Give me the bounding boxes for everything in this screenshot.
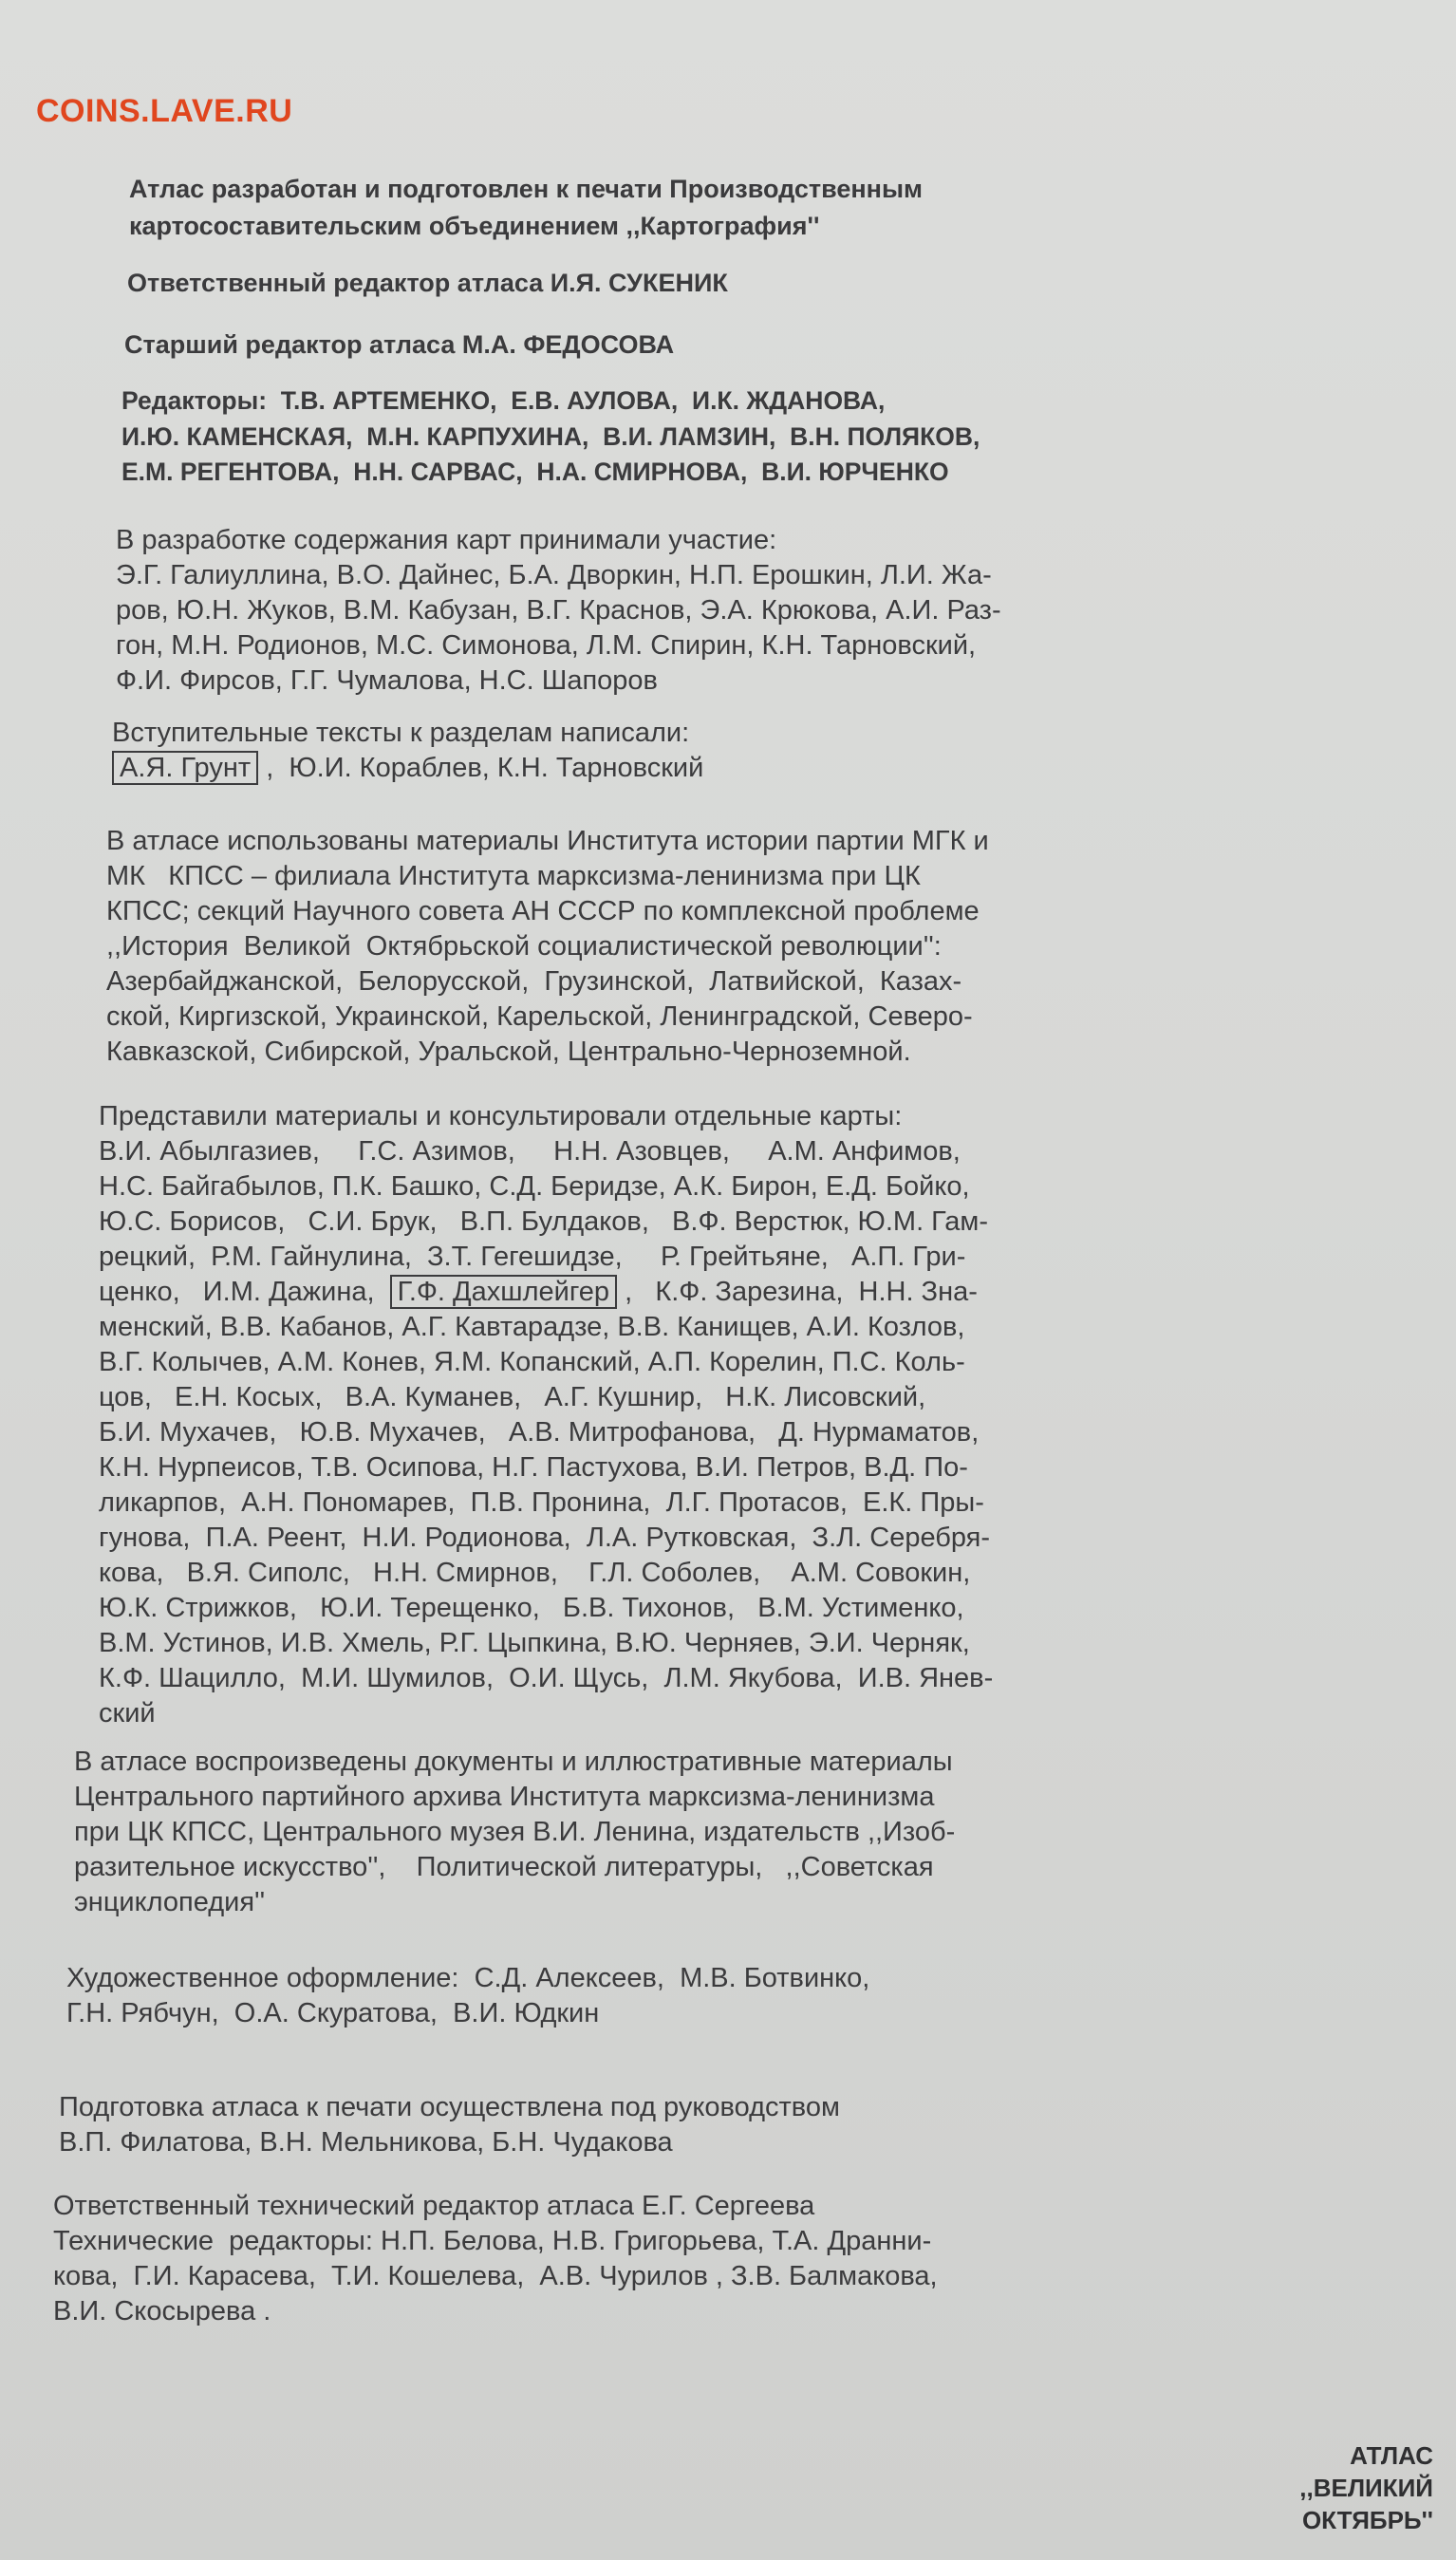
technical-line: В.И. Скосырева . — [53, 2296, 271, 2326]
print-prep-line: В.П. Филатова, В.Н. Мельникова, Б.Н. Чудакова — [59, 2127, 673, 2158]
atlas-title-line: АТЛАС — [1350, 2441, 1433, 2470]
art-design — [66, 1965, 869, 2035]
chief-editor: Ответственный редактор атласа И.Я. СУКЕНИК — [127, 269, 728, 297]
intro-texts-heading: Вступительные тексты к разделам написали: — [112, 718, 690, 748]
atlas-title-line: ,,ВЕЛИКИЙ — [1299, 2474, 1433, 2502]
documents-line: В атласе воспроизведены документы и иллюстративные материалы — [74, 1747, 953, 1777]
documents-paragraph — [74, 1748, 955, 1924]
materials-paragraph — [106, 828, 989, 1074]
consultants-suffix: , К.Ф. Зарезина, Н.Н. Зна- — [617, 1277, 978, 1307]
boxed-consultant: Г.Ф. Дахшлейгер — [390, 1275, 617, 1309]
art-design-line: Г.Н. Рябчун, О.А. Скуратова, В.И. Юдкин — [66, 1998, 600, 2028]
content-developers-line: гон, М.Н. Родионов, М.С. Симонова, Л.М. Спирин, К.Н. Тарновский, — [116, 630, 977, 661]
senior-editor: Старший редактор атласа М.А. ФЕДОСОВА — [124, 330, 675, 359]
consultants-line: ский — [99, 1698, 156, 1728]
atlas-title — [1266, 2443, 1433, 2540]
content-developers-line: Э.Г. Галиуллина, В.О. Дайнес, Б.А. Дворкин, Н.П. Ерошкин, Л.И. Жа- — [116, 560, 992, 590]
developer-line: Атлас разработан и подготовлен к печати Производственным — [129, 175, 924, 203]
consultants-line: В.М. Устинов, И.В. Хмель, Р.Г. Цыпкина, В.Ю. Черняев, Э.И. Черняк, — [99, 1628, 970, 1658]
content-developers-line: ров, Ю.Н. Жуков, В.М. Кабузан, В.Г. Краснов, Э.А. Крюкова, А.И. Раз- — [116, 595, 1001, 626]
consultants-paragraph — [99, 1103, 993, 1735]
editors-line: И.Ю. КАМЕНСКАЯ, М.Н. КАРПУХИНА, В.И. ЛАМЗИН, В.Н. ПОЛЯКОВ, — [121, 421, 980, 451]
editors-line: Е.М. РЕГЕНТОВА, Н.Н. САРВАС, Н.А. СМИРНОВА, В.И. ЮРЧЕНКО — [121, 458, 949, 486]
documents-line: при ЦК КПСС, Центрального музея В.И. Ленина, издательств ,,Изоб- — [74, 1817, 956, 1847]
intro-texts-rest: , Ю.И. Кораблев, К.Н. Тарновский — [258, 753, 704, 783]
consultants-line-boxed — [99, 1279, 993, 1306]
consultants-line: Ю.К. Стрижков, Ю.И. Терещенко, Б.В. Тихонов, В.М. Устименко, — [99, 1593, 964, 1623]
materials-line: Кавказской, Сибирской, Уральской, Центрально-Черноземной. — [106, 1037, 911, 1067]
documents-line: энциклопедия'' — [74, 1887, 266, 1917]
documents-line: разительное искусство'', Политической литературы, ,,Советская — [74, 1852, 934, 1882]
boxed-author: А.Я. Грунт — [112, 751, 258, 785]
developer-line: картосоставительским объединением ,,Картография'' — [129, 212, 820, 240]
materials-line: КПСС; секций Научного совета АН СССР по комплексной проблеме — [106, 896, 980, 926]
materials-line: Азербайджанской, Белорусской, Грузинской, Латвийской, Казах- — [106, 966, 962, 997]
atlas-title-line: ОКТЯБРЬ'' — [1301, 2506, 1433, 2534]
materials-line: ,,История Великой Октябрьской социалистической революции'': — [106, 931, 942, 962]
content-developers-line: Ф.И. Фирсов, Г.Г. Чумалова, Н.С. Шапоров — [116, 665, 658, 696]
consultants-line: В.Г. Колычев, А.М. Конев, Я.М. Копанский, А.П. Корелин, П.С. Коль- — [99, 1347, 965, 1377]
consultants-line: кова, В.Я. Сиполс, Н.Н. Смирнов, Г.Л. Соболев, А.М. Совокин, — [99, 1558, 971, 1588]
print-preparation — [59, 2094, 840, 2164]
consultants-line: ликарпов, А.Н. Пономарев, П.В. Пронина, Л.Г. Протасов, Е.К. Пры- — [99, 1487, 984, 1518]
consultants-line: К.Ф. Шацилло, М.И. Шумилов, О.И. Щусь, Л.М. Якубова, И.В. Янев- — [99, 1663, 994, 1693]
consultants-prefix: ценко, И.М. Дажина, — [99, 1277, 390, 1307]
consultants-line: цов, Е.Н. Косых, В.А. Куманев, А.Г. Кушнир, Н.К. Лисовский, — [99, 1382, 926, 1412]
developer-credit — [129, 177, 923, 251]
consultants-line: менский, В.В. Кабанов, А.Г. Кавтарадзе, В.В. Канищев, А.И. Козлов, — [99, 1312, 965, 1342]
consultants-line: Б.И. Мухачев, Ю.В. Мухачев, А.В. Митрофанова, Д. Нурмаматов, — [99, 1417, 980, 1448]
consultants-line: В.И. Абылгазиев, Г.С. Азимов, Н.Н. Азовцев, А.М. Анфимов, — [99, 1136, 961, 1167]
editors-line: Редакторы: Т.В. АРТЕМЕНКО, Е.В. АУЛОВА, И.К. ЖДАНОВА, — [121, 386, 886, 415]
materials-line: В атласе использованы материалы Института истории партии МГК и — [106, 826, 989, 856]
watermark: COINS.LAVE.RU — [36, 93, 293, 129]
materials-line: ской, Киргизской, Украинской, Карельской, Ленинградской, Северо- — [106, 1001, 973, 1032]
consultants-line: Н.С. Байгабылов, П.К. Башко, С.Д. Беридзе, А.К. Бирон, Е.Д. Бойко, — [99, 1171, 970, 1202]
content-developers-line: В разработке содержания карт принимали участие: — [116, 525, 777, 555]
documents-line: Центрального партийного архива Института марксизма-ленинизма — [74, 1782, 935, 1812]
materials-line: МК КПСС – филиала Института марксизма-ленинизма при ЦК — [106, 861, 921, 891]
consultants-line: гунова, П.А. Реент, Н.И. Родионова, Л.А. Рутковская, З.Л. Серебря- — [99, 1523, 991, 1553]
technical-line: Ответственный технический редактор атласа Е.Г. Сергеева — [53, 2191, 815, 2221]
consultants-line: К.Н. Нурпеисов, Т.В. Осипова, Н.Г. Пастухова, В.И. Петров, В.Д. По- — [99, 1452, 968, 1483]
content-developers — [116, 527, 1001, 702]
technical-editors — [53, 2193, 938, 2333]
consultants-line: Представили материалы и консультировали отдельные карты: — [99, 1101, 903, 1131]
technical-line: кова, Г.И. Карасева, Т.И. Кошелева, А.В. Чурилов , З.В. Балмакова, — [53, 2261, 938, 2291]
consultants-line: Ю.С. Борисов, С.И. Брук, В.П. Булдаков, В.Ф. Верстюк, Ю.М. Гам- — [99, 1206, 988, 1237]
print-prep-line: Подготовка атласа к печати осуществлена под руководством — [59, 2092, 840, 2122]
intro-texts — [112, 719, 703, 790]
technical-line: Технические редакторы: Н.П. Белова, Н.В. Григорьева, Т.А. Дранни- — [53, 2226, 932, 2256]
editors-list — [121, 388, 980, 495]
art-design-line: Художественное оформление: С.Д. Алексеев, М.В. Ботвинко, — [66, 1963, 870, 1993]
consultants-line: рецкий, Р.М. Гайнулина, З.Т. Гегешидзе, Р. Грейтьяне, А.П. Гри- — [99, 1242, 966, 1272]
intro-texts-authors — [112, 755, 703, 782]
